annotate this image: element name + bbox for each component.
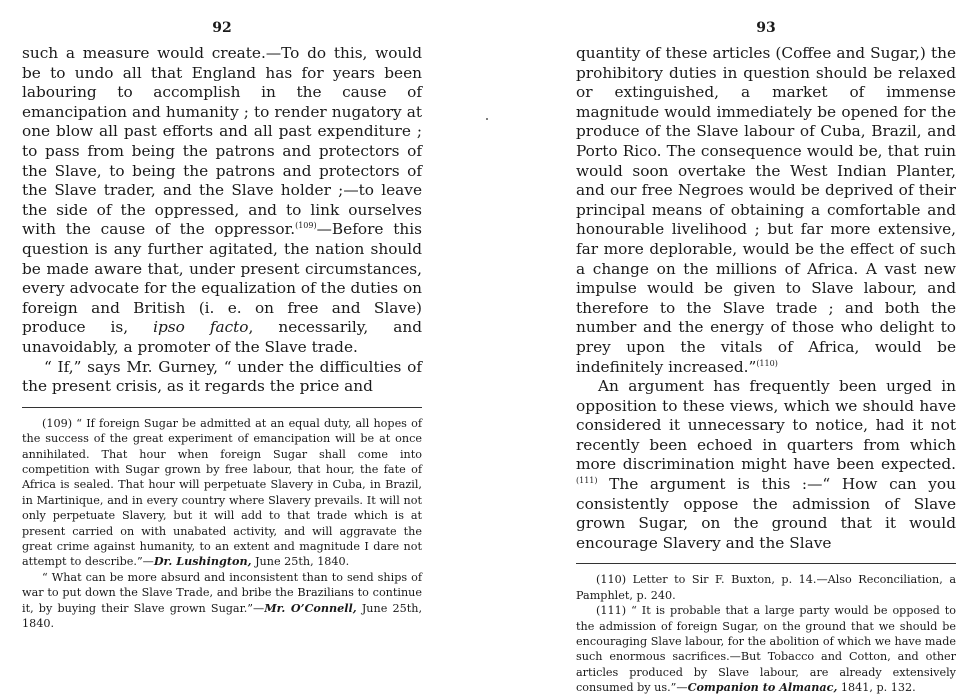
text-run: (109) “ If foreign Sugar be admitted at an equal duty, all hopes of the success of the great experiment of emancipation will be at once annihilated. That hour when foreign Sugar shall come into competition with Sugar grown by free labour, that hour, the fate of Africa is sealed. That hour will perpetuate Slavery in Cuba, in Brazil, in Martinique, and in every country where Slavery prevails. It will not only perpetuate Slavery, but it will add to that trade which is at present carried on with unabated activity, and will aggravate the great crime against humanity, to an extent and magnitude I dare not attempt to describe.”—	[22, 416, 422, 569]
body-text	[576, 44, 956, 553]
text-run: —Before this question is any further agitated, the nation should be made aware that, under present circumstances, every advocate for the equalization of the duties on foreign and British (i. e. on free and Slave) produce is,	[22, 220, 423, 337]
text-run: such a measure would create.—To do this, would be to undo all that England has for years been labouring to accomplish in the cause of emancipation and humanity ; to render nugatory at one blow all past efforts and all past expenditure ; to pass from being the patrons and protectors of the Slave, to being the patrons and protectors of the Slave trader, and the Slave holder ;—to leave the side of the oppressed, and to link ourselves with the cause of the oppressor.	[22, 44, 422, 239]
text-run: “ What can be more absurd and inconsistent than to send ships of war to put down the Slave Trade, and bribe the Brazilians to continue it, by buying their Slave grown Sugar.”—	[22, 570, 422, 615]
paragraph	[576, 377, 956, 553]
text-run: (111) “ It is probable that a large party would be opposed to the admission of foreign Sugar, on the ground that we should be encouraging Slave labour, for the abolition of which we have made such enormous sacrifices.—But Tobacco and Cotton, and other articles produced by Slave labour, are already extensively consumed by us.”—	[576, 604, 956, 695]
footnote-author: Mr. O’Connell,	[264, 600, 357, 615]
print-speck	[486, 118, 488, 120]
footnote-divider	[576, 563, 956, 564]
footnotes	[22, 416, 422, 632]
footnote-ref-109[interactable]: (109)	[295, 221, 317, 231]
page-number: 93	[756, 20, 776, 36]
right-page	[490, 0, 980, 695]
text-run: June 25th, 1840.	[22, 601, 422, 630]
footnote-ref-111[interactable]: (111)	[576, 475, 598, 485]
text-run: An argument has frequently been urged in opposition to these views, which we should have considered it unnecessary to notice, had it not recently been echoed in quarters from which more discrimination might have been expected.	[576, 377, 956, 474]
footnote-109	[22, 416, 422, 570]
text-run: The argument is this :—“ How can you consistently oppose the admission of Slave grown Sugar, on the ground that it would encourage Slavery and the Slave	[576, 475, 956, 552]
paragraph: “ If,” says Mr. Gurney, “ under the difficulties of the present crisis, as it regards the price and	[22, 357, 422, 396]
text-run: , necessarily, and unavoidably, a promoter of the Slave trade.	[22, 318, 422, 356]
footnotes	[576, 572, 956, 695]
left-page	[0, 0, 470, 677]
footnote-111	[576, 603, 956, 695]
footnote-divider	[22, 407, 422, 408]
text-run: June 25th, 1840.	[251, 555, 350, 569]
text-run: 1841, p. 132.	[837, 681, 916, 695]
italic-text: ipso facto	[153, 318, 249, 337]
footnote-110: (110) Letter to Sir F. Buxton, p. 14.—Also Reconciliation, a Pamphlet, p. 240.	[576, 573, 956, 602]
footnote-author: Dr. Lushington,	[153, 554, 252, 569]
footnote-109-continued	[22, 570, 422, 632]
text-run: quantity of these articles (Coffee and Sugar,) the prohibitory duties in question should be relaxed or extinguished, a market of immense magnitude would immediately be opened for the produce of the Slave labour of Cuba, Brazil, and Porto Rico. The consequence would be, that ruin would soon overtake the West Indian Planter, and our free Negroes would be deprived of their principal means of obtaining a comfortable and honourable livelihood ; but far more extensive, far more deplorable, would be the effect of such a change on the millions of Africa. A vast new impulse would be given to Slave labour, and therefore to the Slave trade ; and both the number and the energy of those who delight to prey upon the vitals of Africa, would be indefinitely increased.”	[576, 44, 956, 376]
body-text	[22, 44, 422, 397]
paragraph	[576, 44, 956, 377]
page-number: 92	[212, 20, 232, 36]
footnote-ref-110[interactable]: (110)	[756, 358, 778, 368]
footnote-source: Companion to Almanac,	[687, 680, 838, 695]
paragraph	[22, 44, 422, 358]
